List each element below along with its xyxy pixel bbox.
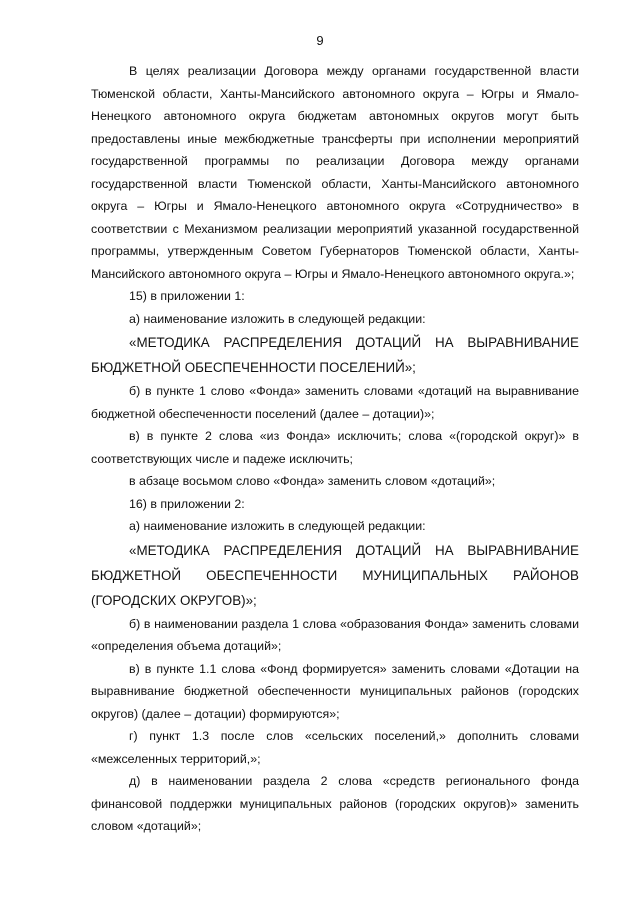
paragraph: в) в пункте 1.1 слова «Фонд формируется» заменить словами «Дотации на выравнивание бюджетной обеспеченности муниципальных районов (городских округов) (далее – дотации) формируются»;: [91, 661, 579, 721]
paragraph: 16) в приложении 2:: [129, 496, 245, 511]
paragraph: в) в пункте 2 слова «из Фонда» исключить; слова «(городской округ)» в соответствующих числе и падеже исключить;: [91, 429, 579, 466]
heading-paragraph: «МЕТОДИКА РАСПРЕДЕЛЕНИЯ ДОТАЦИЙ НА ВЫРАВНИВАНИЕ БЮДЖЕТНОЙ ОБЕСПЕЧЕННОСТИ ПОСЕЛЕНИЙ»;: [91, 335, 579, 375]
paragraph: а) наименование изложить в следующей редакции:: [129, 519, 426, 533]
paragraph: в абзаце восьмом слово «Фонда» заменить словом «дотаций»;: [129, 474, 496, 488]
page-number: 9: [316, 33, 324, 48]
paragraph: В целях реализации Договора между органами государственной власти Тюменской области, Ханты-Мансийского автономного округа – Югры и Ямало-Ненецкого автономного округа бюджетам автономных округов могут быть предоставлены иные межбюджетные трансферты при исполнении мероприятий государственной программы по реализации Договора между органами государственной власти Тюменской области, Ханты-Мансийского автономного округа – Югры и Ямало-Ненецкого автономного округа «Сотрудничество» в соответствии с Механизмом реализации мероприятий указанной государственной программы, утвержденным Советом Губернаторов Тюменской области, Ханты-Мансийского автономного округа – Югры и Ямало-Ненецкого автономного округа.»;: [91, 64, 579, 281]
heading-paragraph: «МЕТОДИКА РАСПРЕДЕЛЕНИЯ ДОТАЦИЙ НА ВЫРАВНИВАНИЕ БЮДЖЕТНОЙ ОБЕСПЕЧЕННОСТИ МУНИЦИПАЛЬНЫХ РАЙОНОВ (ГОРОДСКИХ ОКРУГОВ)»;: [91, 542, 579, 608]
document-body: [91, 60, 579, 838]
paragraph: б) в пункте 1 слово «Фонда» заменить словами «дотаций на выравнивание бюджетной обеспеченности поселений (далее – дотации)»;: [91, 384, 579, 421]
paragraph: а) наименование изложить в следующей редакции:: [129, 311, 426, 326]
paragraph: г) пункт 1.3 после слов «сельских поселений,» дополнить словами «межселенных территорий,»;: [91, 729, 579, 766]
paragraph: 15) в приложении 1:: [129, 289, 245, 303]
paragraph: б) в наименовании раздела 1 слова «образования Фонда» заменить словами «определения объема дотаций»;: [91, 616, 579, 653]
paragraph: д) в наименовании раздела 2 слова «средств регионального фонда финансовой поддержки муниципальных районов (городских округов)» заменить словом «дотаций»;: [91, 774, 579, 833]
